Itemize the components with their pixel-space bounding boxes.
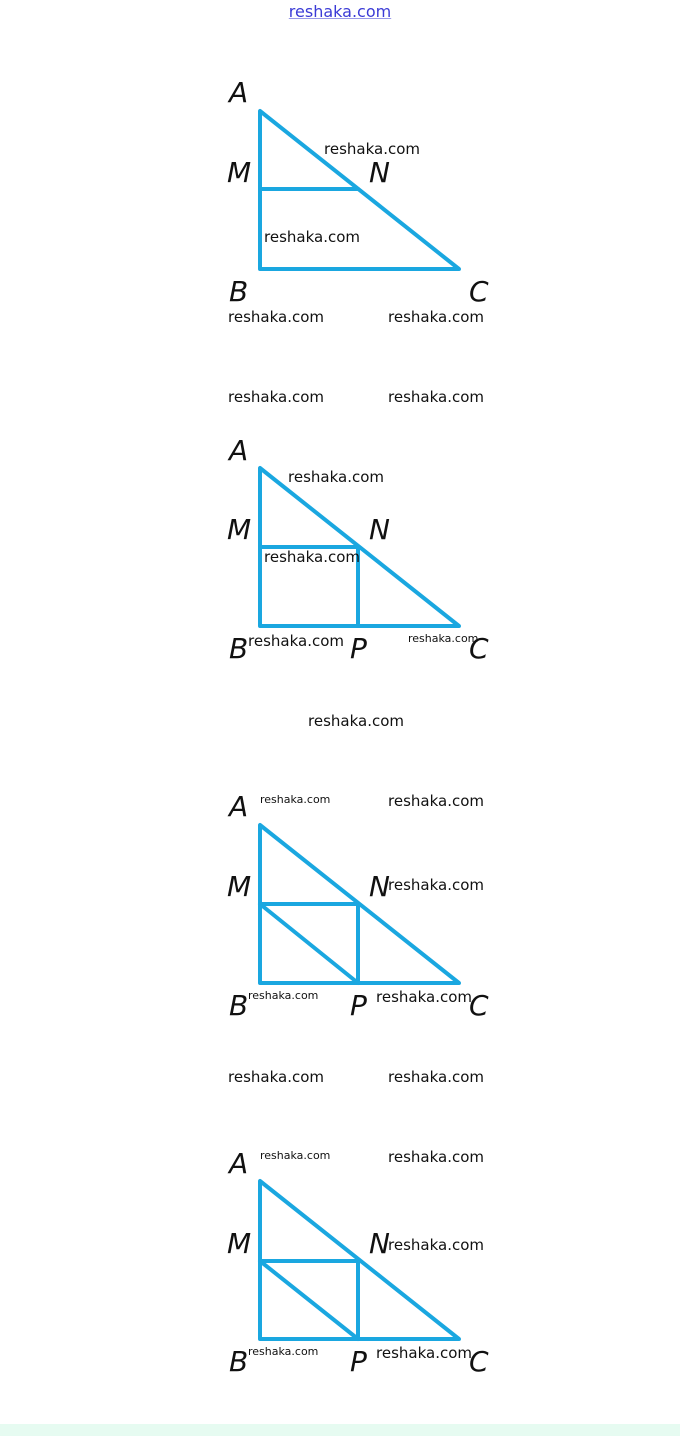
vertex-label-a: A <box>229 790 249 823</box>
vertex-label-m: M <box>227 870 252 903</box>
vertex-label-b: B <box>229 632 249 665</box>
watermark: reshaka.com <box>248 1345 319 1358</box>
watermark: reshaka.com <box>228 1068 324 1086</box>
watermark: reshaka.com <box>388 792 484 810</box>
vertex-label-m: M <box>227 513 252 546</box>
vertex-label-c: C <box>469 1345 489 1378</box>
watermark: reshaka.com <box>248 989 319 1002</box>
watermark: reshaka.com <box>388 1236 484 1254</box>
watermark: reshaka.com <box>228 308 324 326</box>
watermark: reshaka.com <box>388 876 484 894</box>
figure-4 <box>227 1147 489 1378</box>
watermark: reshaka.com <box>264 228 360 246</box>
vertex-label-p: P <box>350 632 367 665</box>
watermark: reshaka.com <box>388 308 484 326</box>
watermark: reshaka.com <box>376 988 472 1006</box>
watermark: reshaka.com <box>388 388 484 406</box>
segment-mp <box>260 1261 358 1339</box>
vertex-label-m: M <box>227 156 252 189</box>
vertex-label-b: B <box>229 1345 249 1378</box>
watermark: reshaka.com <box>260 1149 331 1162</box>
watermark: reshaka.com <box>228 388 324 406</box>
vertex-label-m: M <box>227 1227 252 1260</box>
watermark: reshaka.com <box>408 632 479 645</box>
vertex-label-c: C <box>469 275 489 308</box>
site-link[interactable]: reshaka.com <box>288 2 392 21</box>
vertex-label-c: C <box>469 989 489 1022</box>
watermark: reshaka.com <box>248 632 344 650</box>
watermark: reshaka.com <box>308 712 404 730</box>
figure-1 <box>227 76 489 326</box>
vertex-label-b: B <box>229 989 249 1022</box>
vertex-label-n: N <box>369 1227 390 1260</box>
vertex-label-n: N <box>369 156 390 189</box>
vertex-label-a: A <box>229 76 249 109</box>
footer-bar <box>0 1424 680 1436</box>
vertex-label-n: N <box>369 513 390 546</box>
vertex-label-p: P <box>350 1345 367 1378</box>
watermark: reshaka.com <box>288 468 384 486</box>
watermark: reshaka.com <box>264 548 360 566</box>
vertex-label-c: C <box>469 632 489 665</box>
vertex-label-b: B <box>229 275 249 308</box>
watermark: reshaka.com <box>324 140 420 158</box>
vertex-label-n: N <box>369 870 390 903</box>
vertex-label-p: P <box>350 989 367 1022</box>
figure-3 <box>227 790 489 1086</box>
watermark: reshaka.com <box>376 1344 472 1362</box>
figure-2 <box>227 388 489 730</box>
watermark: reshaka.com <box>388 1068 484 1086</box>
watermark: reshaka.com <box>388 1148 484 1166</box>
vertex-label-a: A <box>229 1147 249 1180</box>
watermark: reshaka.com <box>260 793 331 806</box>
vertex-label-a: A <box>229 434 249 467</box>
segment-mp <box>260 904 358 983</box>
